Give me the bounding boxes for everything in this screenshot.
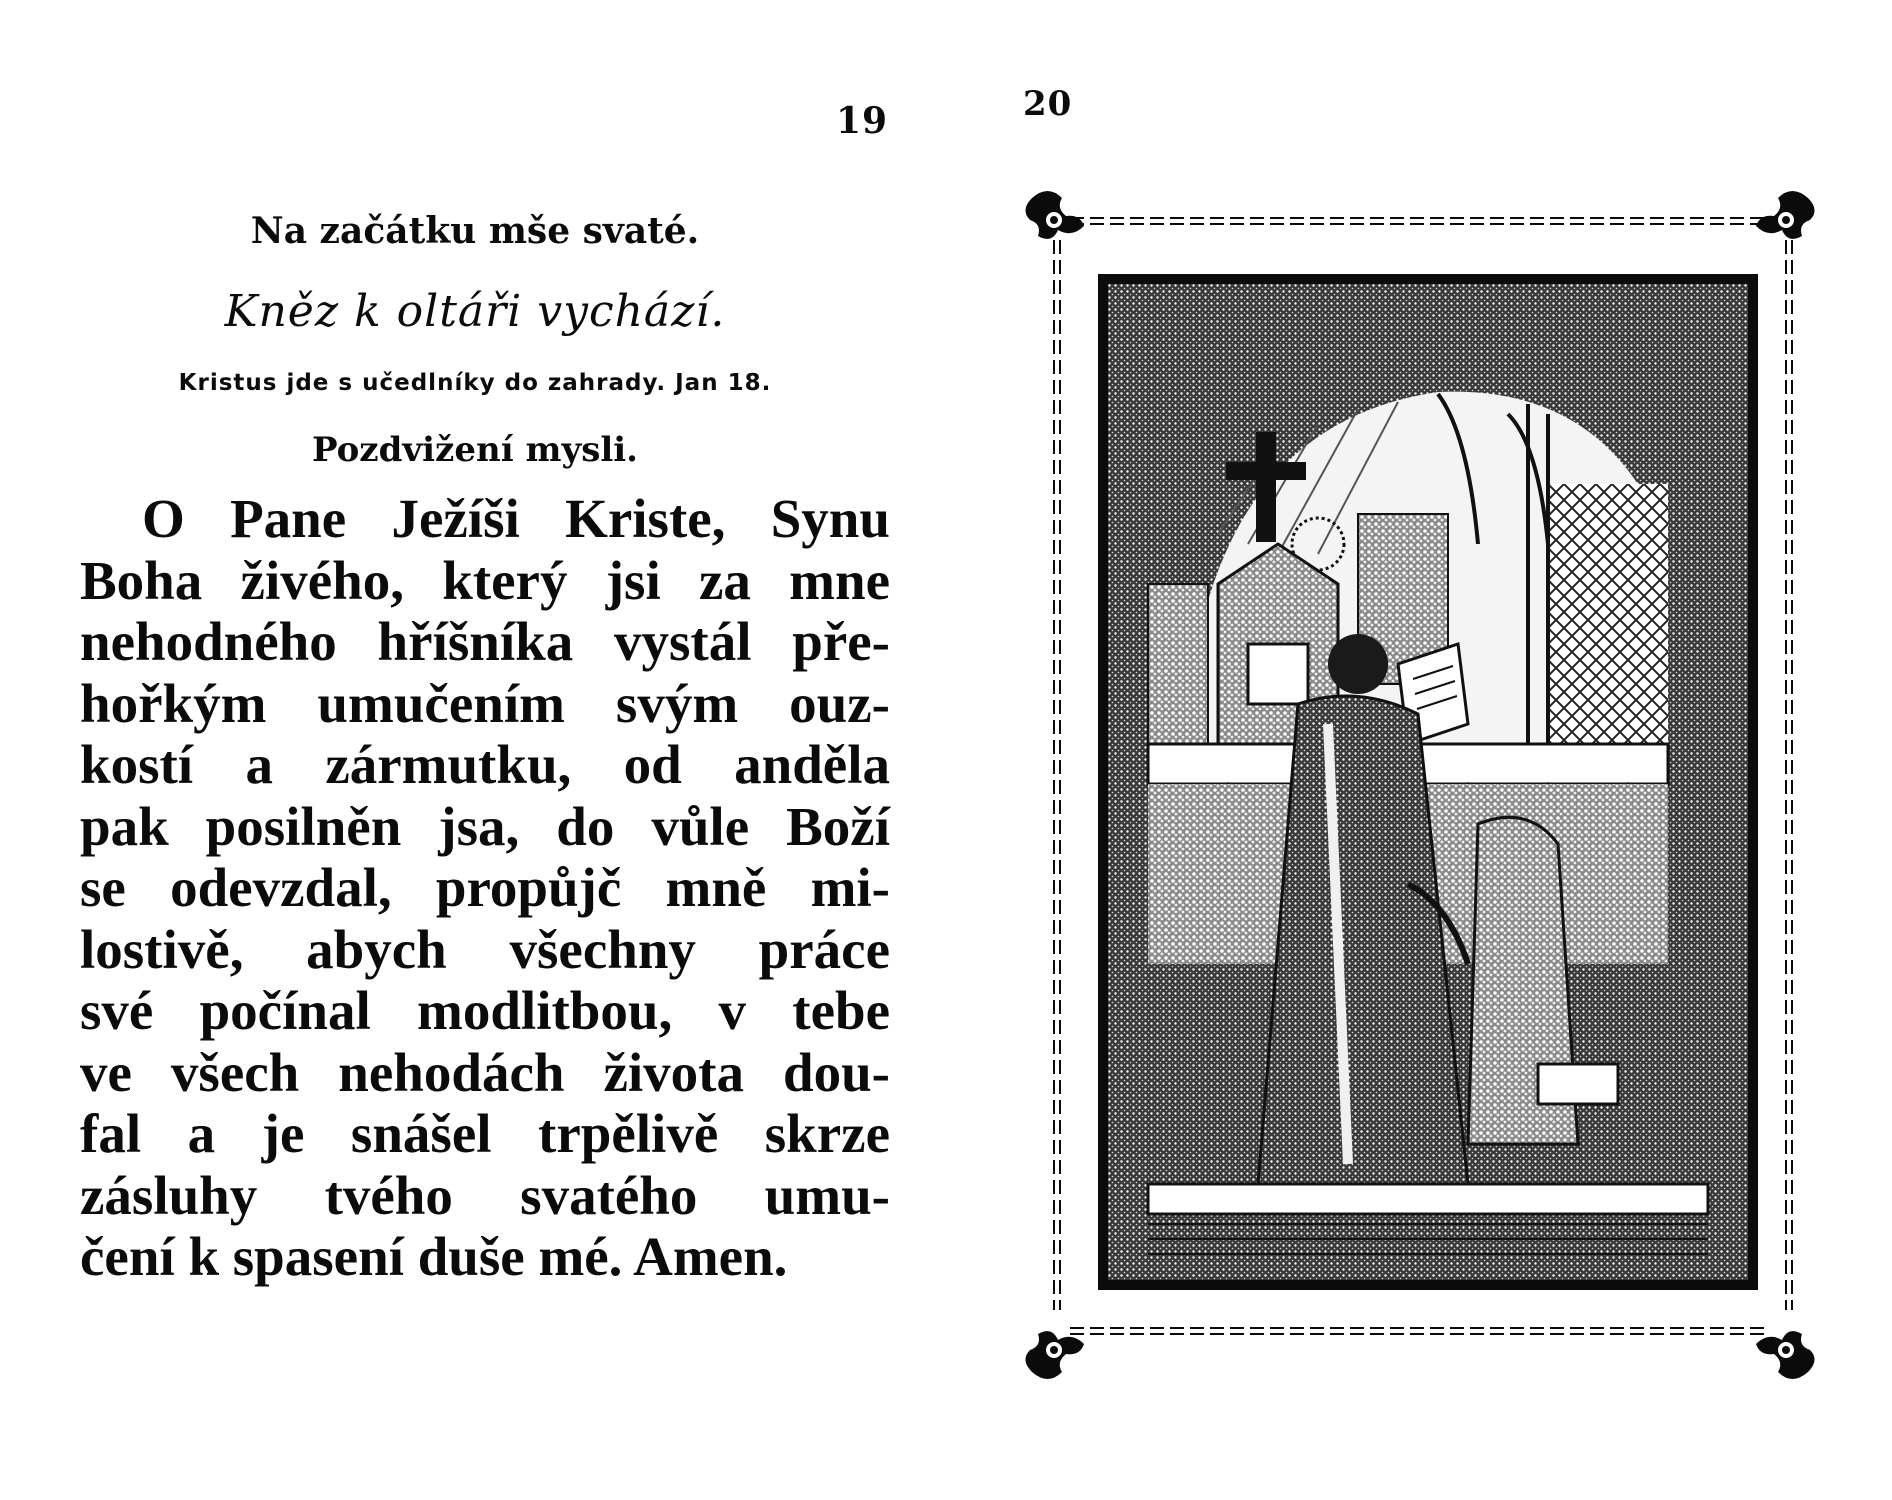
corner-ornament-icon — [1756, 191, 1815, 239]
prayer-text — [80, 488, 890, 1288]
prayer-line: fal a je snášel trpělivě skrze — [80, 1103, 890, 1164]
prayer-line: nehodného hříšníka vystál pře- — [80, 611, 890, 672]
section-heading: Pozdvižení mysli. — [311, 430, 639, 470]
page-number-right: 20 — [1023, 84, 1073, 124]
page-subtitle: Kněz k oltáři vychází. — [224, 286, 726, 337]
engraving-illustration — [1098, 274, 1758, 1290]
corner-ornament-icon — [1025, 1331, 1084, 1379]
prayer-line: ve všech nehodách života dou- — [80, 1041, 890, 1103]
corner-ornament-icon — [1756, 1331, 1815, 1379]
prayer-line: své počínal modlitbou, v tebe — [80, 980, 890, 1041]
page-number-left: 19 — [836, 100, 889, 142]
prayer-line: lostivě, abych všechny práce — [80, 918, 890, 980]
prayer-line: pak posilněn jsa, do vůle Boží — [80, 795, 890, 857]
prayer-line: hořkým umučením svým ouz- — [80, 672, 890, 734]
prayer-line: zásluhy tvého svatého umu- — [80, 1164, 890, 1226]
priest-at-altar-illustration — [1108, 284, 1748, 1280]
scripture-reference: Kristus jde s učedlníky do zahrady. Jan 18. — [178, 370, 772, 396]
prayer-line: Boha živého, který jsi za mne — [80, 549, 890, 611]
left-page — [60, 80, 890, 1420]
prayer-line: kostí a zármutku, od anděla — [80, 734, 890, 795]
corner-ornament-icon — [1025, 191, 1084, 239]
prayer-line: O Pane Ježíši Kriste, Synu — [142, 488, 890, 549]
prayer-line: čení k spasení duše mé. Amen. — [80, 1226, 788, 1287]
page-title: Na začátku mše svaté. — [250, 210, 700, 252]
prayer-line: se odevzdal, propůjč mně mi- — [80, 857, 890, 918]
right-page — [1010, 180, 1830, 1390]
